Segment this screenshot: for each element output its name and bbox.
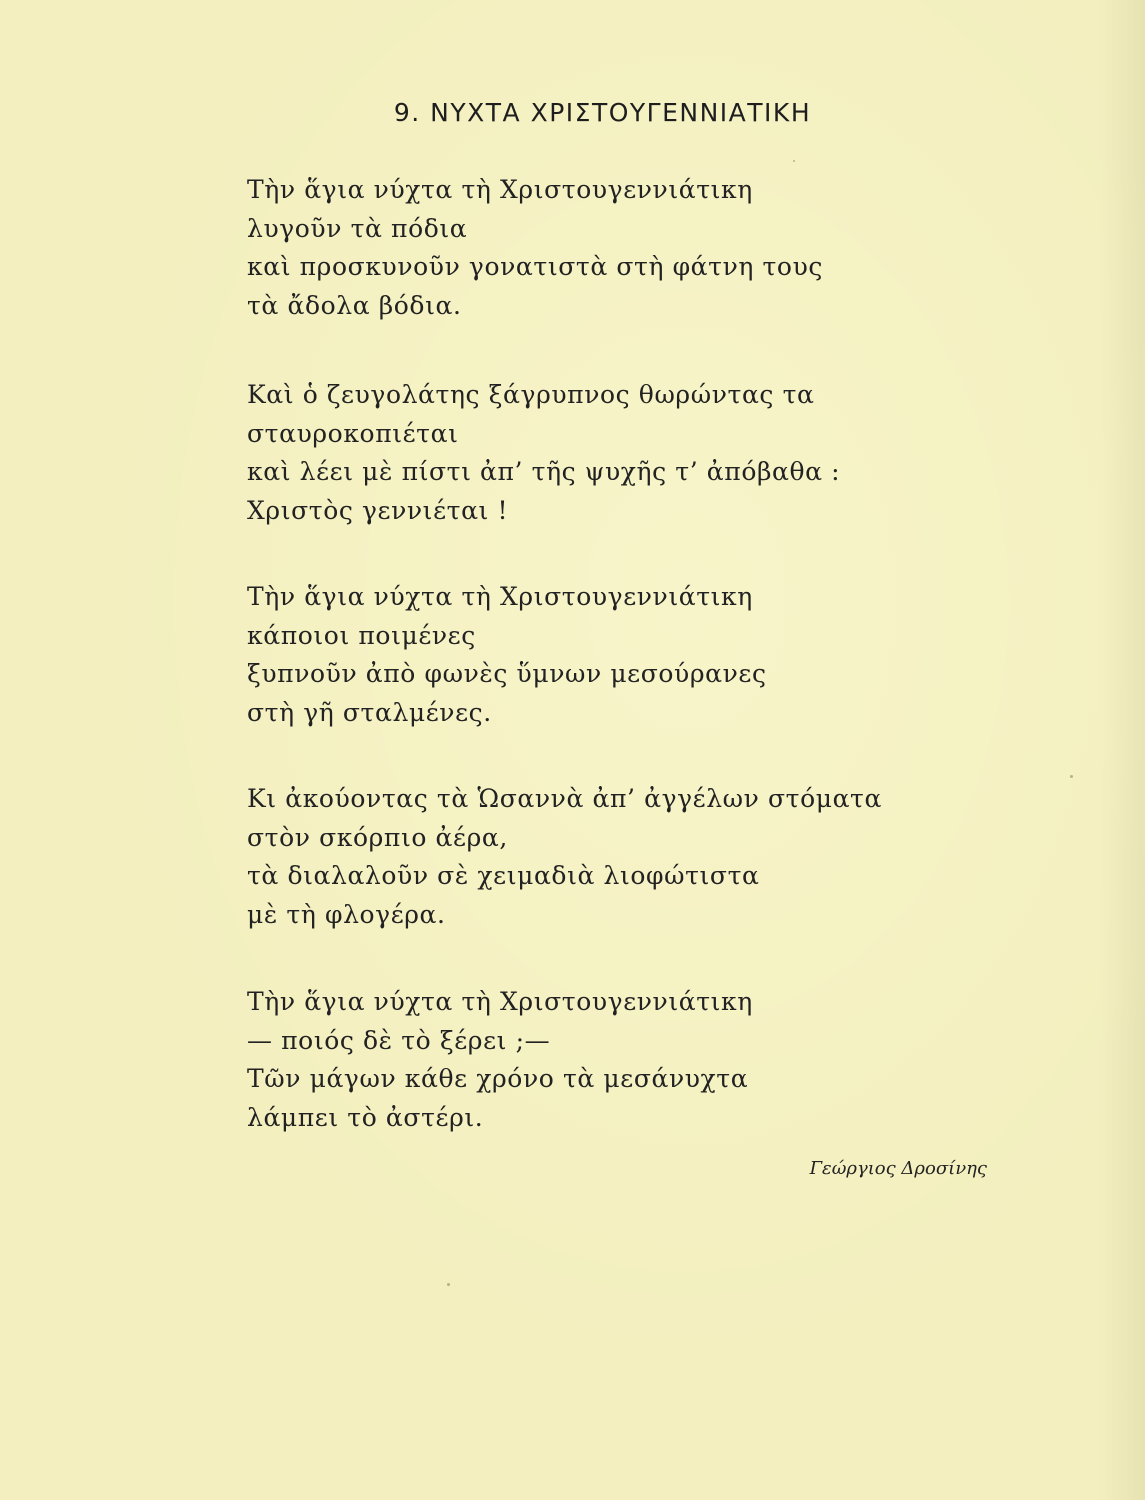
stanza-2 bbox=[247, 376, 840, 530]
poem-line: κάποιοι ποιμένες bbox=[247, 620, 476, 650]
poem-line: λάμπει τὸ ἀστέρι. bbox=[247, 1102, 484, 1132]
poem-line: στὴ γῆ σταλμένες. bbox=[247, 697, 492, 727]
poem-line: καὶ προσκυνοῦν γονατιστὰ στὴ φάτνη τους bbox=[247, 252, 823, 281]
stanza-5 bbox=[247, 983, 753, 1137]
poem-line: Κι ἀκούοντας τὰ Ὡσαννὰ ἀπ’ ἀγγέλων στόματα bbox=[247, 784, 882, 813]
poem-line: — ποιός δὲ τὸ ξέρει ;— bbox=[247, 1025, 551, 1055]
paper-speck bbox=[793, 160, 795, 162]
paper-speck bbox=[1070, 775, 1073, 778]
poem-line: τὰ ἄδολα βόδια. bbox=[247, 290, 462, 320]
poem-line: στὸν σκόρπιο ἀέρα, bbox=[247, 822, 508, 852]
poem-line: Καὶ ὁ ζευγολάτης ξάγρυπνος θωρώντας τα bbox=[247, 380, 815, 409]
poem-line: τὰ διαλαλοῦν σὲ χειμαδιὰ λιοφώτιστα bbox=[247, 861, 760, 890]
stanza-3 bbox=[247, 578, 767, 732]
poem-line: Τὴν ἅγια νύχτα τὴ Χριστουγεννιάτικη bbox=[247, 987, 753, 1016]
poem-line: Τὴν ἅγια νύχτα τὴ Χριστουγεννιάτικη bbox=[247, 175, 753, 204]
paper-speck bbox=[447, 1283, 450, 1286]
stanza-1 bbox=[247, 171, 823, 325]
poem-title: 9. ΝΥΧΤΑ ΧΡΙΣΤΟΥΓΕΝΝΙΑΤΙΚΗ bbox=[393, 98, 812, 127]
poem-line: Τῶν μάγων κάθε χρόνο τὰ μεσάνυχτα bbox=[247, 1064, 749, 1093]
poem-author: Γεώργιος Δροσίνης bbox=[809, 1158, 987, 1179]
poem-line: μὲ τὴ φλογέρα. bbox=[247, 899, 446, 929]
poem-line: Τὴν ἅγια νύχτα τὴ Χριστουγεννιάτικη bbox=[247, 582, 753, 611]
poem-line: καὶ λέει μὲ πίστι ἀπ’ τῆς ψυχῆς τ’ ἀπόβαθα : bbox=[247, 457, 841, 486]
poem-line: λυγοῦν τὰ πόδια bbox=[247, 213, 468, 243]
stanza-4 bbox=[247, 780, 882, 934]
poem-line: σταυροκοπιέται bbox=[247, 418, 459, 448]
poem-line: Χριστὸς γεννιέται ! bbox=[247, 495, 509, 525]
poem-line: ξυπνοῦν ἀπὸ φωνὲς ὕμνων μεσούρανες bbox=[247, 659, 767, 688]
